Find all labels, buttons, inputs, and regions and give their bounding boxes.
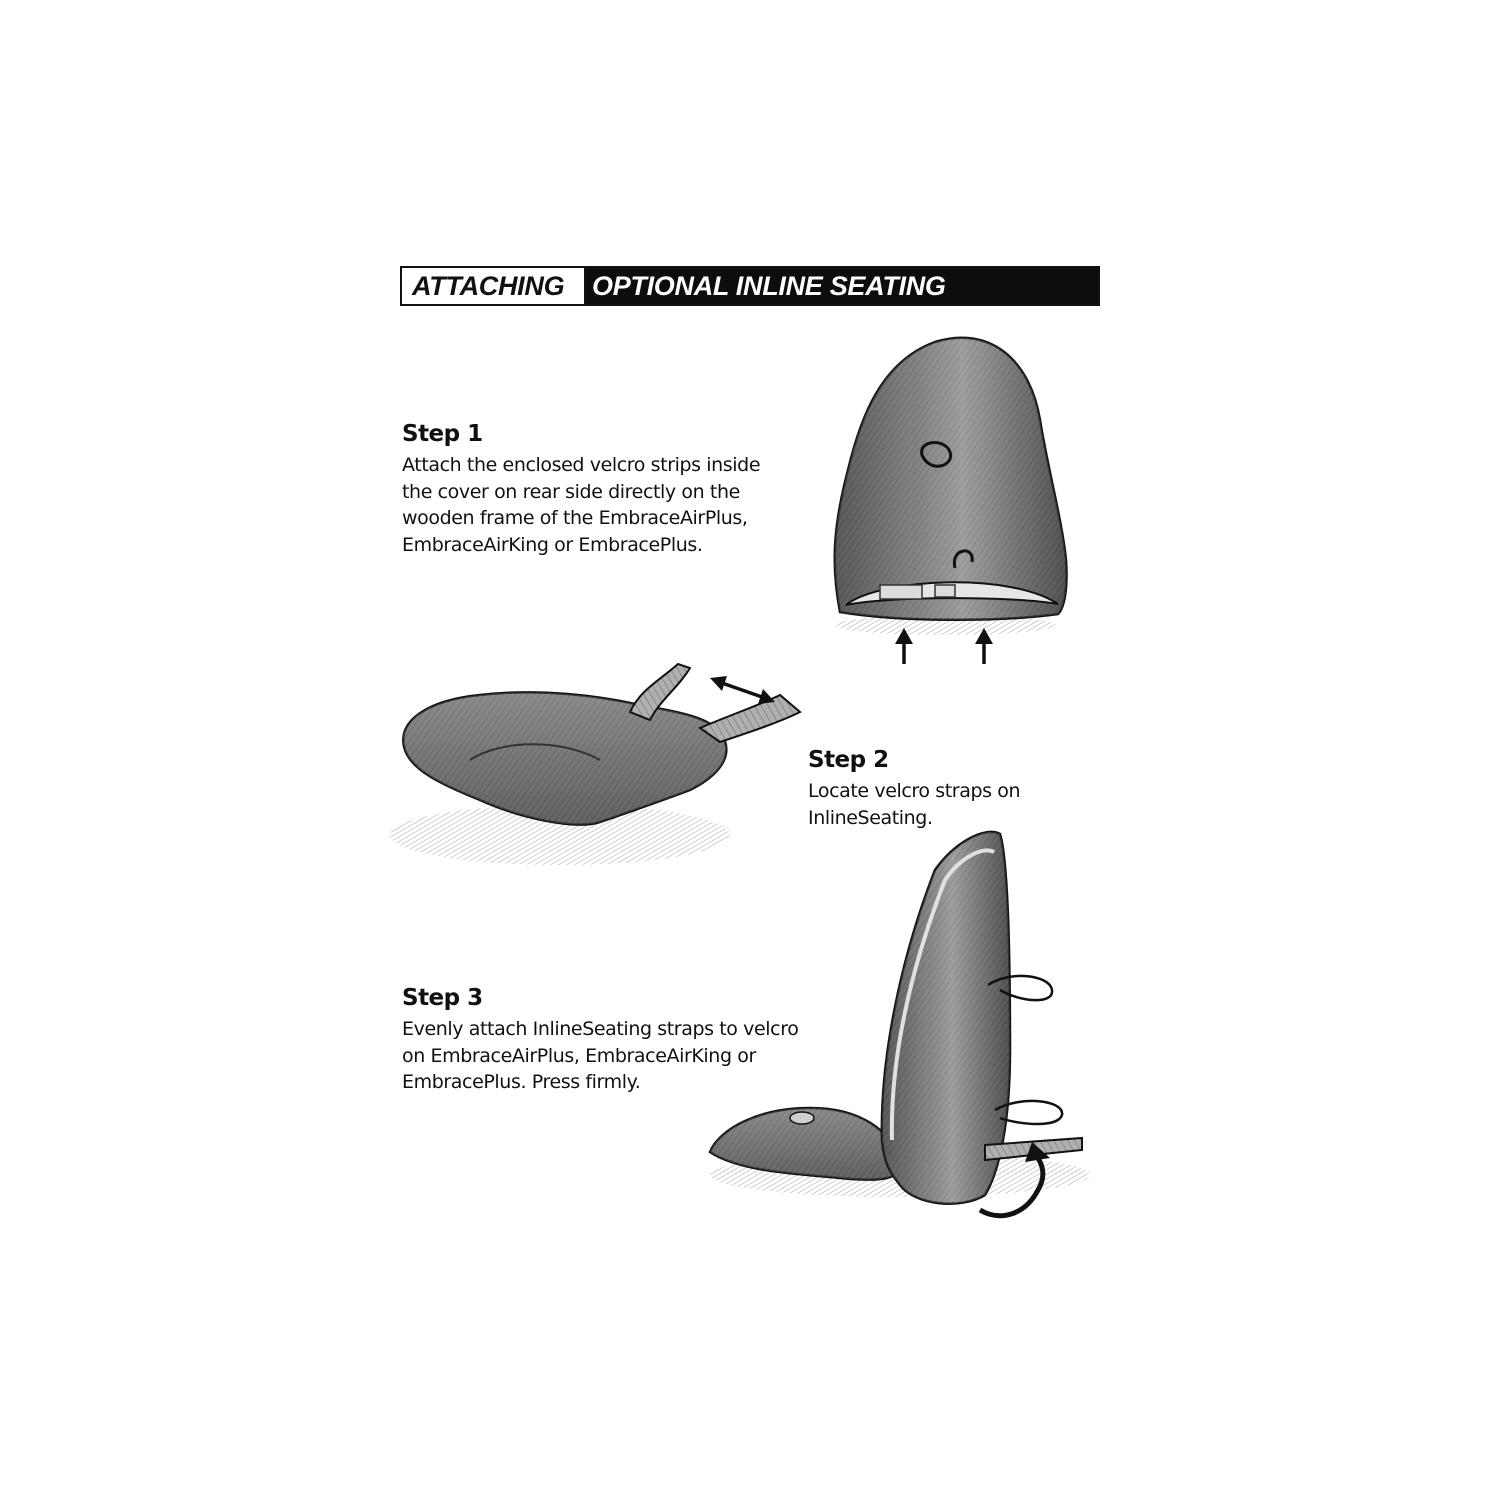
step-1-title: Step 1 (402, 421, 483, 447)
step-3-title: Step 3 (402, 985, 483, 1011)
step-2-line-2: InlineSeating. (808, 806, 933, 829)
step-2-title: Step 2 (808, 747, 889, 773)
step-3-line-3: EmbracePlus. Press firmly. (402, 1071, 641, 1093)
title-optional-inline-seating: OPTIONAL INLINE SEATING (592, 270, 946, 301)
step-3-assembled-illustration (710, 832, 1090, 1216)
step-3-line-1: Evenly attach InlineSeating straps to velcro (402, 1018, 799, 1040)
step-1-velcro-strip-right (935, 585, 955, 597)
title-attaching: ATTACHING (412, 270, 565, 301)
step-3-line-2: on EmbraceAirPlus, EmbraceAirKing or (402, 1044, 756, 1067)
step-2-line-1: Locate velcro straps on (808, 780, 1021, 802)
step-2-strap-right (700, 695, 800, 742)
step-1-line-1: Attach the enclosed velcro strips inside (402, 454, 761, 476)
step-2-seat-illustration (390, 664, 800, 865)
step-1-line-2: the cover on rear side directly on the (402, 480, 740, 503)
step-1-line-4: EmbraceAirKing or EmbracePlus. (402, 533, 703, 556)
step-1-velcro-strip-left (880, 585, 922, 599)
step-2-double-arrow (710, 676, 775, 704)
step-1-line-3: wooden frame of the EmbraceAirPlus, (402, 507, 748, 529)
step-1-backrest-illustration (835, 338, 1067, 664)
